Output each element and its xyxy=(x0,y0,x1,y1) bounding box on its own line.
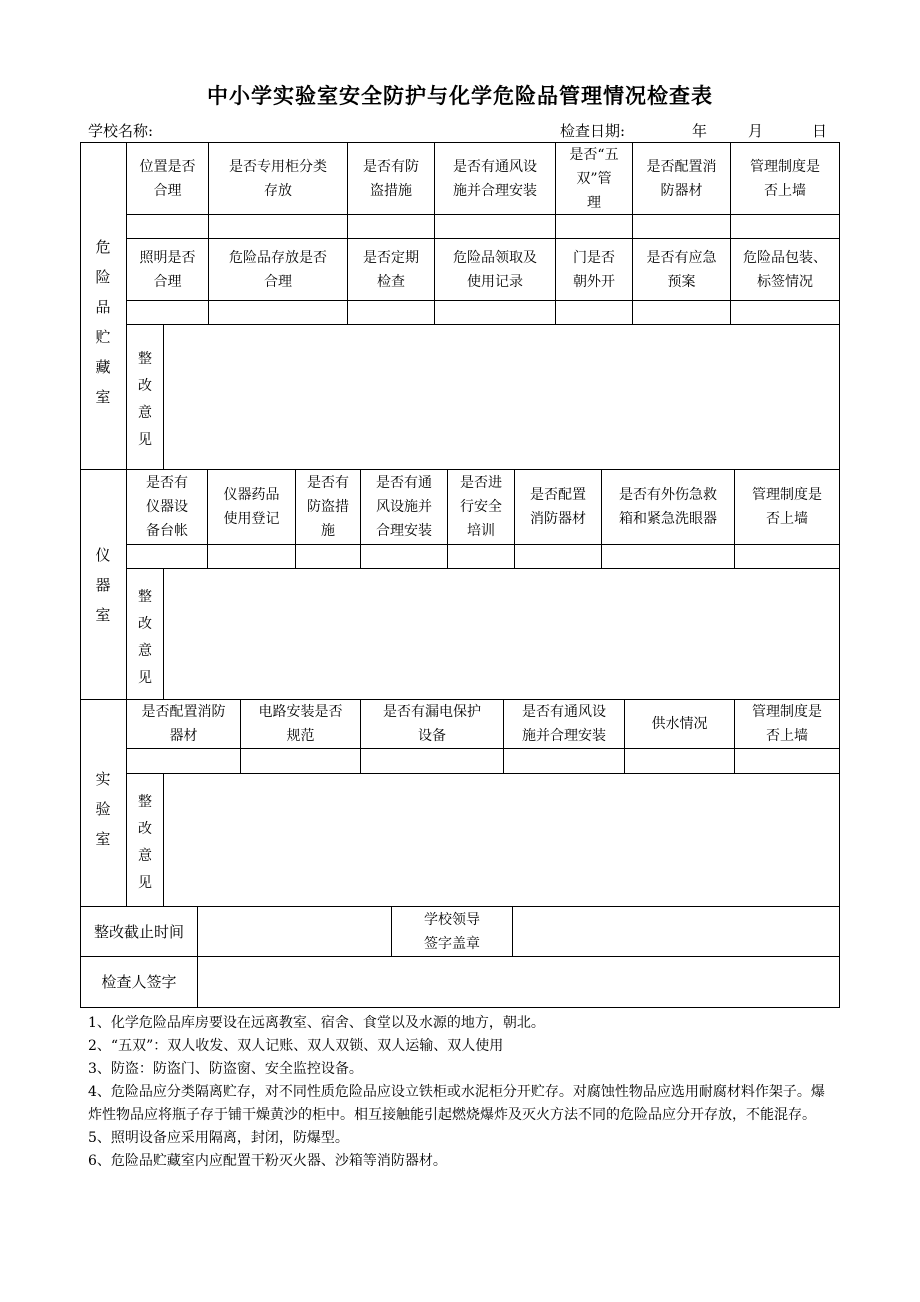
notes-list xyxy=(88,1012,838,1173)
s1-r1-c7: 管理制度是 否上墙 xyxy=(750,158,820,199)
note-item: 3、防盗：防盗门、防盗窗、安全监控设备。 xyxy=(88,1061,363,1077)
s1-r2-c6: 是否有应急 预案 xyxy=(646,249,717,290)
note-item: 1、化学危险品库房要设在远离教室、宿舍、食堂以及水源的地方，朝北。 xyxy=(88,1015,545,1031)
inspector-signature-label: 检查人签字 xyxy=(101,973,177,991)
s2-r1-c3: 是否有 防盗措 施 xyxy=(307,475,349,539)
s1-r1-c3: 是否有防 盗措施 xyxy=(363,158,419,199)
s3-r1-c3: 是否有漏电保护 设备 xyxy=(383,704,481,744)
s3-r1-c2: 电路安装是否 规范 xyxy=(258,704,343,744)
s2-r1-c5: 是否进 行安全 培训 xyxy=(460,475,502,539)
section-instrument-label: 仪器室 xyxy=(95,546,111,624)
s2-r1-c2: 仪器药品 使用登记 xyxy=(223,487,280,527)
s3-r1-c1: 是否配置消防 器材 xyxy=(141,704,226,744)
day-label: 日 xyxy=(812,122,828,140)
note-item: 5、照明设备应采用隔离，封闭，防爆型。 xyxy=(88,1130,349,1146)
note-item: 2、“五双”：双人收发、双人记账、双人双锁、双人运输、双人使用 xyxy=(88,1038,504,1054)
s1-r2-c3: 是否定期 检查 xyxy=(363,249,419,290)
s1-r2-c2: 危险品存放是否 合理 xyxy=(229,249,327,290)
s1-r2-c7: 危险品包装、 标签情况 xyxy=(743,249,827,290)
s2-r1-c4: 是否有通 风设施并 合理安装 xyxy=(376,475,432,539)
s3-r1-c6: 管理制度是 否上墙 xyxy=(752,704,822,744)
s1-r1-c2: 是否专用柜分类 存放 xyxy=(229,158,327,199)
year-label: 年 xyxy=(692,122,708,140)
s2-r1-c8: 管理制度是 否上墙 xyxy=(752,487,822,527)
check-date-label: 检查日期: xyxy=(560,122,626,140)
s1-r1-c5: 是否“五 双”管 理 xyxy=(569,146,619,211)
section-lab-label: 实验室 xyxy=(95,770,111,848)
deadline-label: 整改截止时间 xyxy=(93,922,184,941)
s1-r2-c4: 危险品领取及 使用记录 xyxy=(453,249,537,290)
note-item: 4、危险品应分类隔离贮存，对不同性质危险品应设立铁柜或水泥柜分开贮存。对腐蚀性物品应选用耐腐材料作架子。爆炸性物品应将瓶子存于铺干燥黄沙的柜中。相互接触能引起燃烧爆炸及灭火方法不同的危险品应分开存放，不能混存。 xyxy=(88,1084,825,1123)
s1-r1-c4: 是否有通风设 施并合理安装 xyxy=(453,158,537,199)
leader-signature-label: 学校领导 签字盖章 xyxy=(424,911,480,952)
s1-r1-c6: 是否配置消 防器材 xyxy=(646,158,717,199)
s3-r1-c5: 供水情况 xyxy=(651,716,708,732)
s1-r1-c1: 位置是否 合理 xyxy=(139,158,196,199)
s2-rectify-label: 整改意见 xyxy=(138,589,152,686)
section-storage-label: 危险品贮藏室 xyxy=(95,238,111,406)
s1-r2-c1: 照明是否 合理 xyxy=(139,249,196,290)
s2-r1-c6: 是否配置 消防器材 xyxy=(530,487,586,527)
school-name-label: 学校名称: xyxy=(88,122,154,140)
month-label: 月 xyxy=(748,122,764,140)
note-item: 6、危险品贮藏室内应配置干粉灭火器、沙箱等消防器材。 xyxy=(88,1153,447,1169)
s2-r1-c7: 是否有外伤急救 箱和紧急洗眼器 xyxy=(619,487,717,527)
s3-rectify-label: 整改意见 xyxy=(138,794,152,891)
s1-r2-c5: 门是否 朝外开 xyxy=(573,249,615,290)
page-title: 中小学实验室安全防护与化学危险品管理情况检查表 xyxy=(207,84,713,108)
s3-r1-c4: 是否有通风设 施并合理安装 xyxy=(522,704,606,744)
s1-rectify-label: 整改意见 xyxy=(138,351,152,448)
s2-r1-c1: 是否有 仪器设 备台帐 xyxy=(146,475,188,539)
